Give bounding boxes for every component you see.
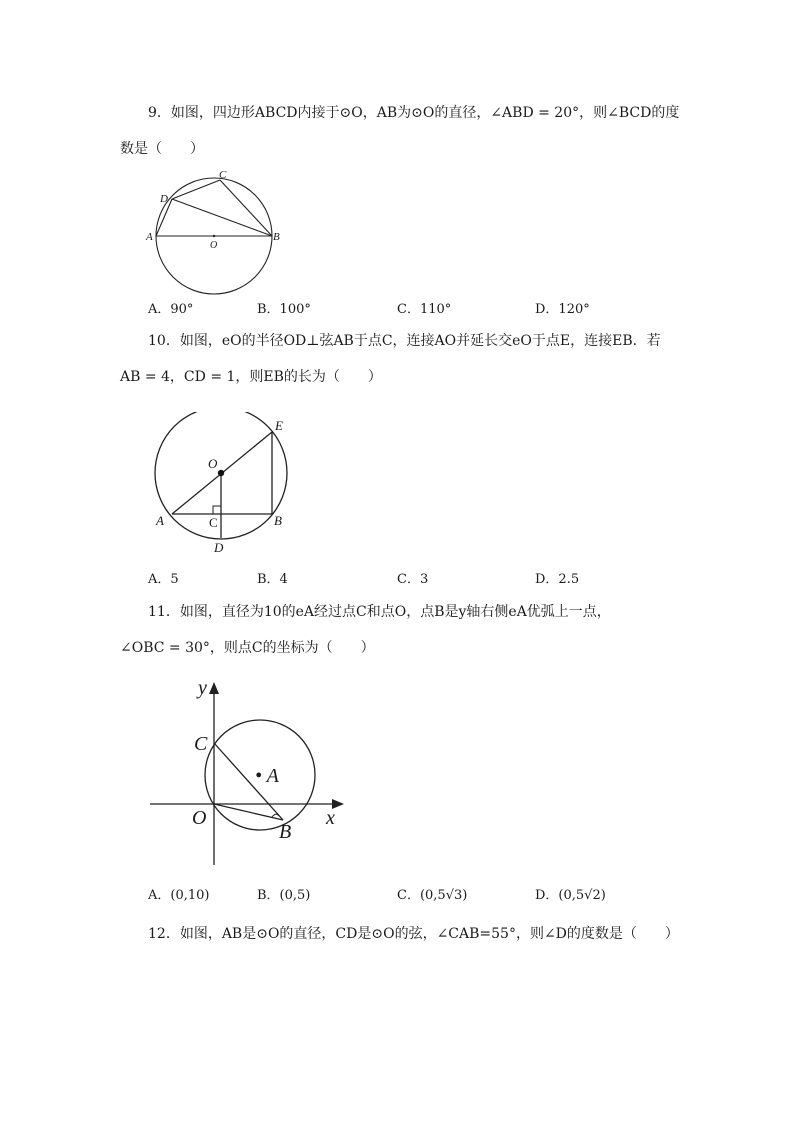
q10-label-d: D — [214, 540, 224, 555]
q11-option-b: B．(0,5) — [257, 888, 311, 903]
q9-center-dot — [213, 235, 215, 237]
q11-y-arrow — [209, 682, 219, 694]
q9-option-a: A．90° — [148, 302, 194, 317]
q10-line2: AB = 4，CD = 1，则EB的长为（ ） — [120, 369, 382, 385]
q10-line1: 10．如图，eO的半径OD⊥弦AB于点C，连接AO并延长交eO于点E，连接EB．若 — [148, 333, 661, 349]
q11-angle-mark — [272, 814, 279, 817]
q9-label-b: B — [273, 231, 280, 243]
q11-line1: 11．如图，直径为10的eA经过点C和点O，点B是y轴右侧eA优弧上一点， — [148, 604, 611, 620]
q9-option-b: B．100° — [257, 302, 311, 317]
q10-label-b: B — [274, 513, 282, 528]
q10-option-d: D．2.5 — [535, 572, 580, 587]
q10-figure — [148, 412, 308, 562]
q12-line1: 12．如图，AB是⊙O的直径，CD是⊙O的弦，∠CAB=55°，则∠D的度数是（ ） — [148, 926, 679, 942]
q10-right-angle-mark — [213, 506, 221, 514]
q10-label-e: E — [275, 418, 283, 433]
q11-label-o: O — [192, 807, 207, 829]
q11-option-c: C．(0,5√3) — [397, 888, 468, 903]
q10-label-o: O — [208, 456, 218, 471]
q11-label-c: C — [194, 733, 208, 755]
q10-option-a: A．5 — [148, 572, 179, 587]
q9-option-c: C．110° — [397, 302, 452, 317]
q11-option-a: A．(0,10) — [148, 888, 210, 903]
q10-center-dot — [218, 470, 224, 476]
q10-label-a: A — [156, 513, 164, 528]
q11-label-y: y — [198, 677, 207, 699]
q10-option-c: C．3 — [397, 572, 429, 587]
q11-label-b: B — [279, 821, 292, 843]
q9-option-d: D．120° — [535, 302, 590, 317]
q9-chord-db — [172, 199, 272, 236]
q10-option-b: B．4 — [257, 572, 288, 587]
q9-label-a: A — [146, 231, 153, 243]
q9-label-c: C — [219, 169, 227, 181]
q9-figure — [140, 168, 290, 298]
q11-label-a: • A — [255, 765, 279, 787]
q9-label-o: O — [210, 240, 218, 251]
q9-line2: 数是（ ） — [120, 141, 204, 157]
q11-label-x: x — [326, 807, 335, 829]
q11-figure — [150, 670, 350, 870]
q10-label-c: C — [209, 515, 218, 530]
q11-line2: ∠OBC = 30°，则点C的坐标为（ ） — [120, 640, 375, 656]
q11-option-d: D．(0,5√2) — [535, 888, 606, 903]
q9-line1: 9．如图，四边形ABCD内接于⊙O，AB为⊙O的直径，∠ABD = 20°，则∠BCD的度 — [148, 105, 680, 121]
q9-label-d: D — [160, 193, 168, 205]
